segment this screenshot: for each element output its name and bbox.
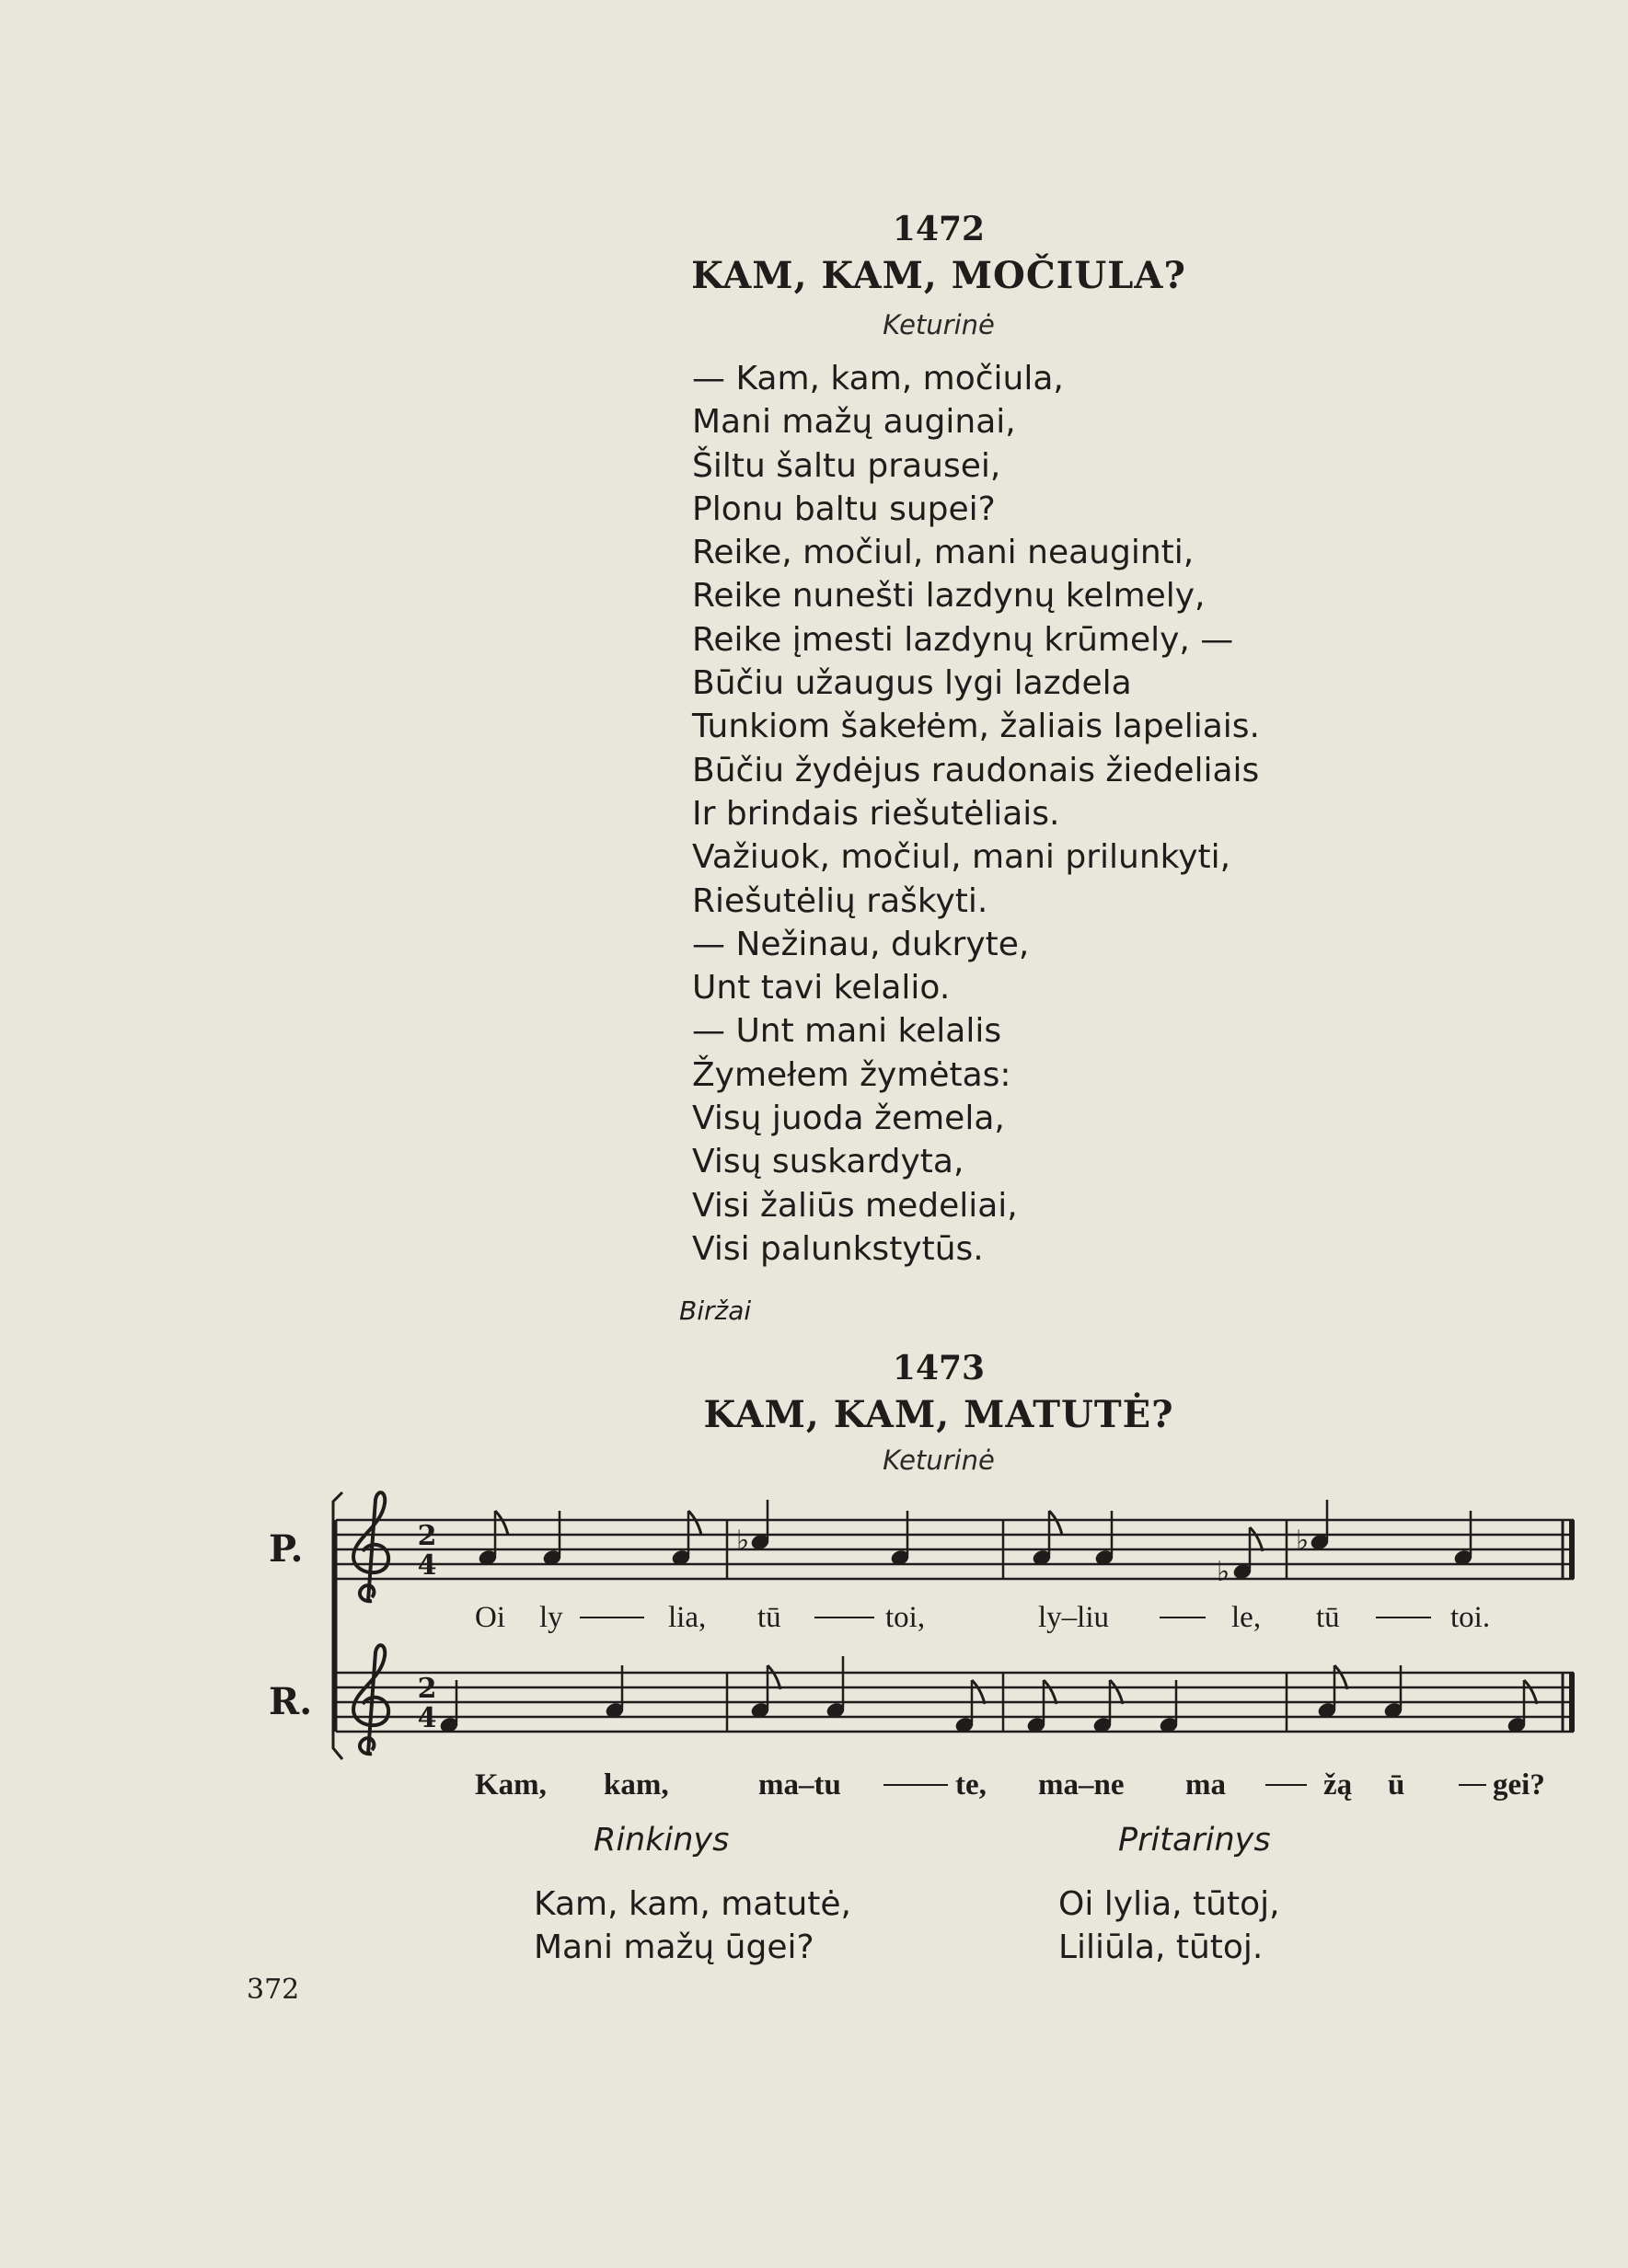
verse-line: Mani mažų auginai, [692,403,1016,442]
verse-line: — Nežinau, dukryte, [692,925,1030,963]
lyric-syllable: tū [1316,1601,1340,1634]
song-title: KAM, KAM, MOČIULA? [691,254,1186,297]
lyric-syllable: ma–tu [758,1768,841,1802]
verse-line: Visi palunkstytūs. [692,1229,984,1268]
staff-label-p: P. [269,1527,304,1571]
verse-line: Mani mažų ūgei? [534,1928,814,1966]
verse-line: Visi žaliūs medeliai, [692,1186,1018,1225]
verse-line: Unt tavi kelalio. [692,969,951,1007]
lyric-syllable: ma–ne [1038,1768,1125,1802]
verse-line: Visų suskardyta, [692,1143,964,1181]
treble-clef-icon [353,1645,388,1754]
flat-icon: ♭ [1296,1525,1310,1557]
lyric-syllable: ly–liu [1038,1601,1110,1634]
treble-clef-icon [353,1492,388,1601]
chorus-heading: Pritarinys [1118,1822,1271,1859]
lyric-syllable: gei? [1493,1768,1545,1802]
verse-line: Reike nunešti lazdynų kelmely, [692,577,1206,616]
lyric-syllable: kam, [604,1768,669,1802]
verse-line: Liliūla, tūtoj. [1058,1928,1264,1966]
time-signature-top: 2 [417,1520,437,1552]
lyric-syllable: žą [1323,1768,1353,1802]
verse-line: Reike, močiul, mani neauginti, [692,534,1195,572]
verse-line: Būčiu žydėjus raudonais žiedeliais [692,751,1260,789]
flat-icon: ♭ [1217,1556,1230,1588]
verse-line: Reike įmesti lazdynų krūmely, — [692,620,1234,659]
lyric-syllable: toi, [885,1601,926,1634]
page-number: 372 [247,1974,300,2006]
song-number: 1472 [892,210,986,248]
time-signature-bottom: 4 [417,1702,437,1734]
song-title: KAM, KAM, MATUTĖ? [703,1393,1174,1436]
lyric-syllable: te, [955,1768,987,1802]
staff-label-r: R. [269,1680,313,1723]
verse-line: Riešutėlių raškyti. [692,881,988,920]
lyric-syllable: ly [539,1601,563,1634]
lyric-syllable: ū [1388,1768,1405,1802]
lyric-syllable: Oi [475,1601,505,1634]
refrain-text [534,1882,851,1969]
verse-line: Tunkiom šakełėm, žaliais lapeliais. [692,708,1260,746]
song-genre: Keturinė [883,1445,995,1476]
refrain-heading: Rinkinys [594,1822,730,1859]
time-signature-top: 2 [417,1673,437,1705]
lyric-syllable: toi. [1450,1601,1491,1634]
song-place: Biržai [679,1295,752,1326]
flat-icon: ♭ [736,1525,750,1557]
lyric-syllable: tū [757,1601,781,1634]
verse-line: Visų juoda žemela, [692,1099,1005,1138]
staff-p [336,1520,1574,1579]
lyric-syllable: ma [1185,1768,1226,1802]
verse-line: Oi lylia, tūtoj, [1058,1885,1280,1923]
verse-line: — Kam, kam, močiula, [692,360,1064,397]
song-genre: Keturinė [883,309,995,340]
verse-line: Žymełem žymėtas: [692,1055,1011,1094]
lyric-syllable: lia, [668,1601,707,1634]
lyric-syllable: le, [1231,1601,1262,1634]
verse-line: Šiltu šaltu prausei, [692,446,1001,485]
verse-line: Ir brindais riešutėliais. [692,794,1060,833]
verse-line: Būčiu užaugus lygi lazdela [692,664,1132,703]
verse-line: Važiuok, močiul, mani prilunkyti, [692,838,1231,877]
verse-line: — Unt mani kelalis [692,1012,1002,1051]
verse-line: Plonu baltu supei? [692,489,996,528]
verse-line: Kam, kam, matutė, [534,1885,851,1923]
song-number: 1473 [892,1349,986,1387]
chorus-text [1058,1882,1280,1969]
lyric-syllable: Kam, [475,1768,547,1802]
staff-r [336,1673,1574,1732]
time-signature-bottom: 4 [417,1549,437,1582]
